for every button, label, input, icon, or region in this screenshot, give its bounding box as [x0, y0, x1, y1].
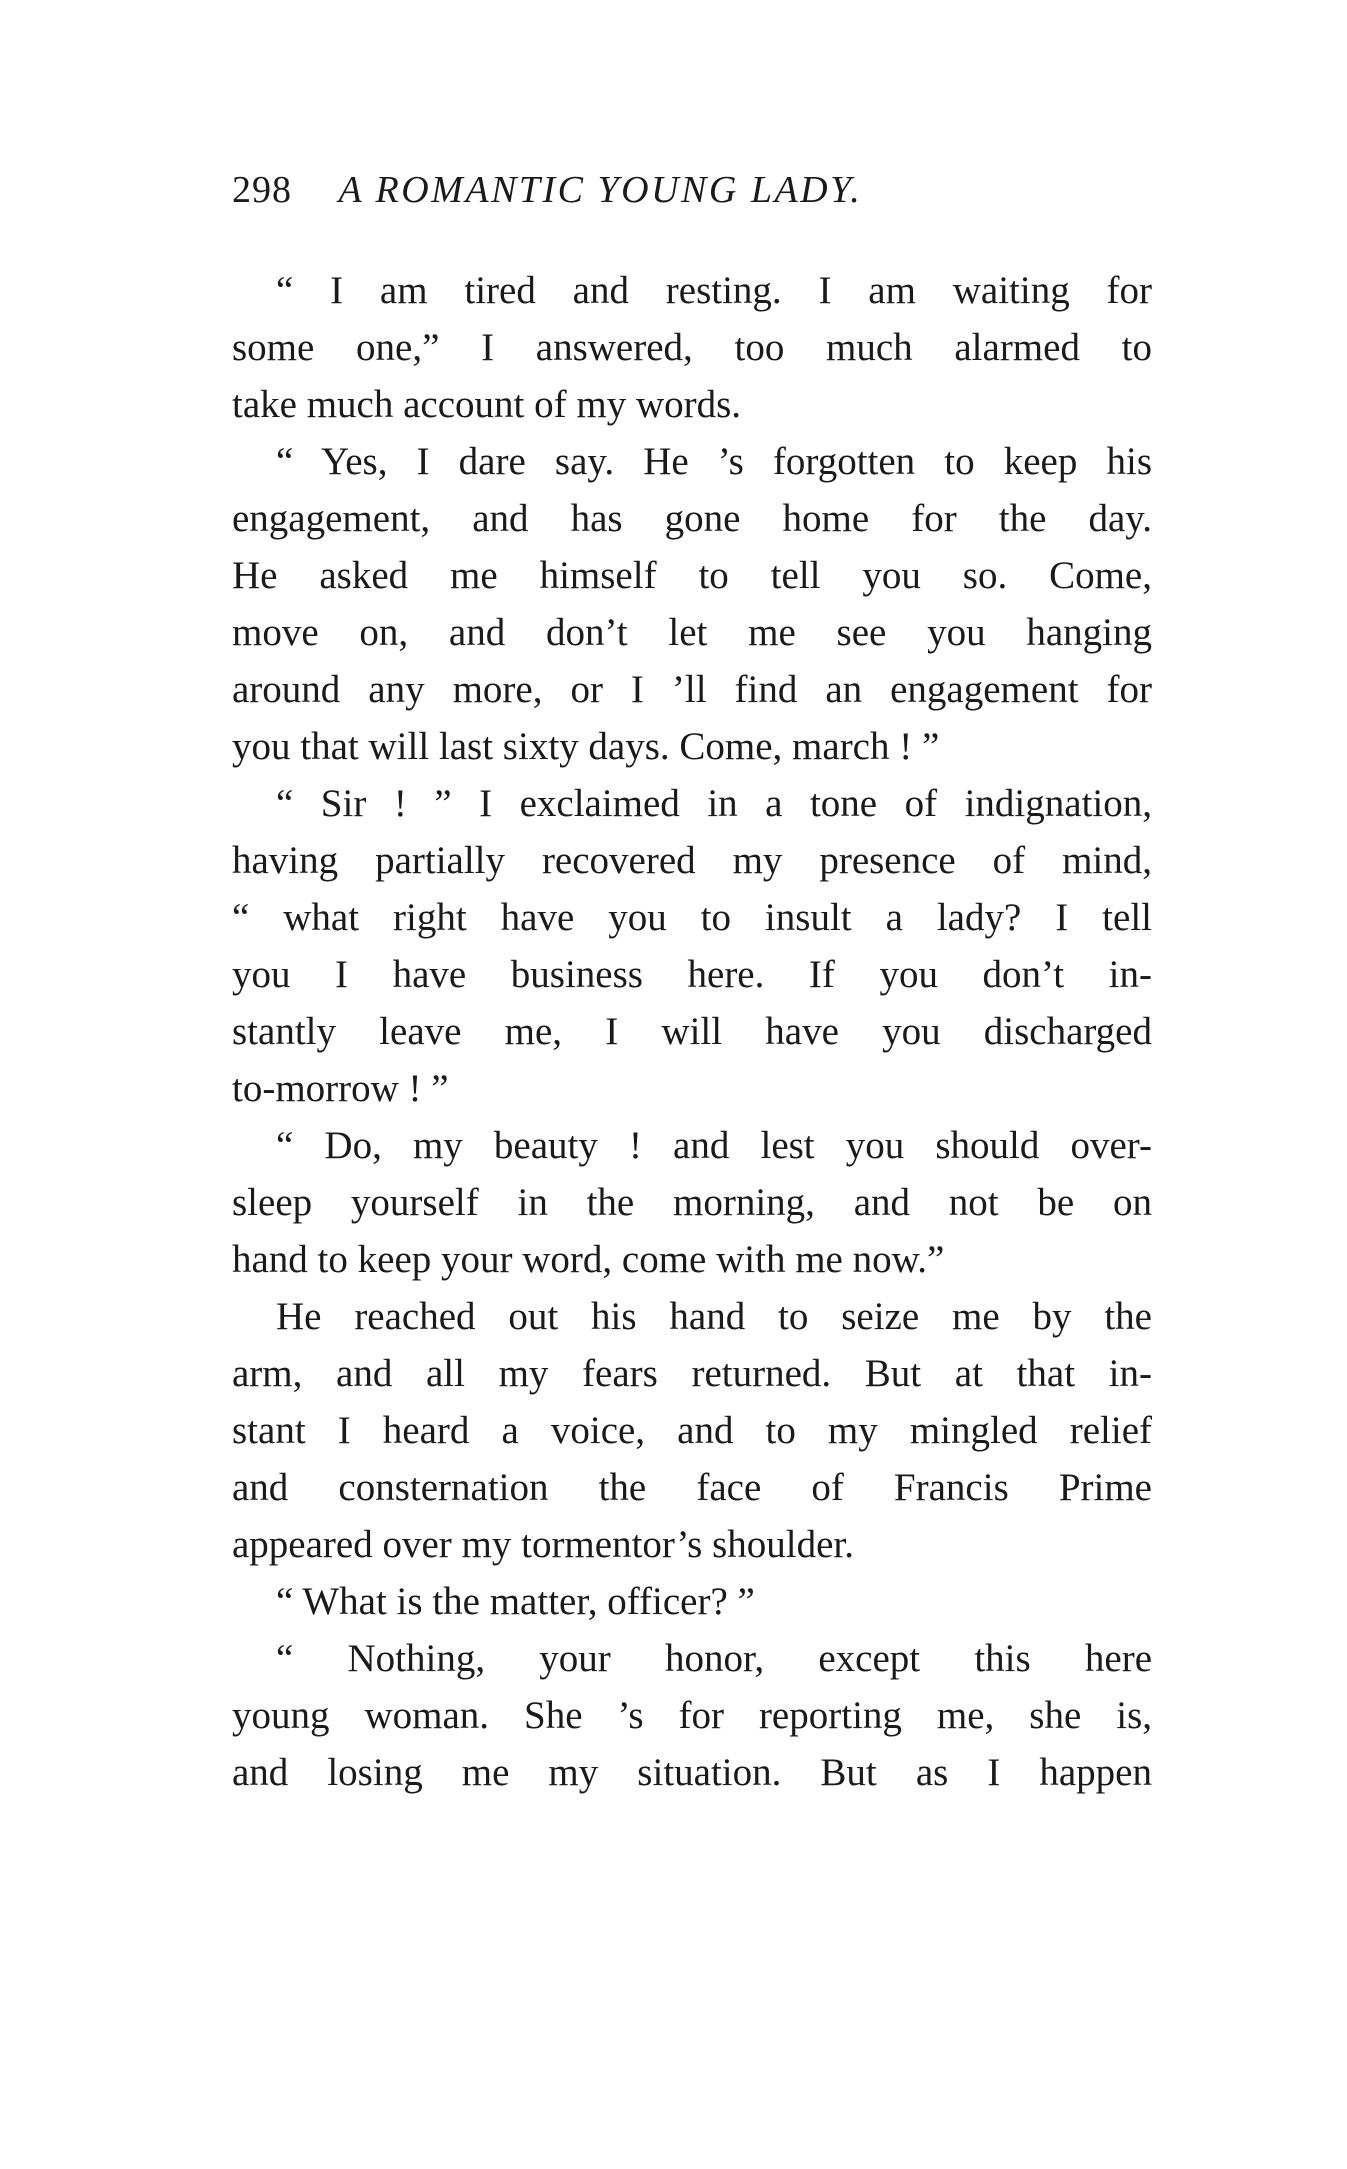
text-line: appeared over my tormentor’s shoulder. [232, 1523, 855, 1566]
text-line: to-morrow ! ” [232, 1067, 449, 1110]
text-line: and losing me my situation. But as I happen [232, 1751, 1152, 1794]
text-line: move on, and don’t let me see you hanging [232, 611, 1152, 654]
text-line: having partially recovered my presence of mind, [232, 839, 1152, 882]
text-line: and consternation the face of Francis Prime [232, 1466, 1152, 1509]
text-line: “ What is the matter, officer? ” [276, 1580, 755, 1623]
text-line: arm, and all my fears returned. But at that in- [232, 1352, 1152, 1395]
text-line: some one,” I answered, too much alarmed to [232, 326, 1152, 369]
running-head [232, 168, 1152, 228]
text-line: engagement, and has gone home for the day. [232, 497, 1152, 540]
text-line: “ Do, my beauty ! and lest you should over- [276, 1124, 1152, 1167]
text-line: stant I heard a voice, and to my mingled relief [232, 1409, 1152, 1452]
text-line: “ Nothing, your honor, except this here [276, 1637, 1152, 1680]
text-line: hand to keep your word, come with me now.” [232, 1238, 945, 1281]
text-line: stantly leave me, I will have you discharged [232, 1010, 1152, 1053]
text-line: sleep yourself in the morning, and not be on [232, 1181, 1152, 1224]
text-line: “ I am tired and resting. I am waiting for [276, 269, 1152, 312]
book-title: A ROMANTIC YOUNG LADY. [338, 169, 863, 211]
page-number: 298 [232, 169, 292, 211]
text-line: “ what right have you to insult a lady? I tell [232, 896, 1152, 939]
text-line: “ Yes, I dare say. He ’s forgotten to keep his [276, 440, 1152, 483]
body-text [232, 262, 1152, 1801]
text-line: take much account of my words. [232, 383, 742, 426]
text-line: He reached out his hand to seize me by the [276, 1295, 1152, 1338]
text-line: you that will last sixty days. Come, march ! ” [232, 725, 940, 768]
text-line: He asked me himself to tell you so. Come, [232, 554, 1152, 597]
text-line: you I have business here. If you don’t in- [232, 953, 1152, 996]
text-line: young woman. She ’s for reporting me, she is, [232, 1694, 1152, 1737]
text-line: around any more, or I ’ll find an engagement for [232, 668, 1152, 711]
text-line: “ Sir ! ” I exclaimed in a tone of indignation, [276, 782, 1152, 825]
